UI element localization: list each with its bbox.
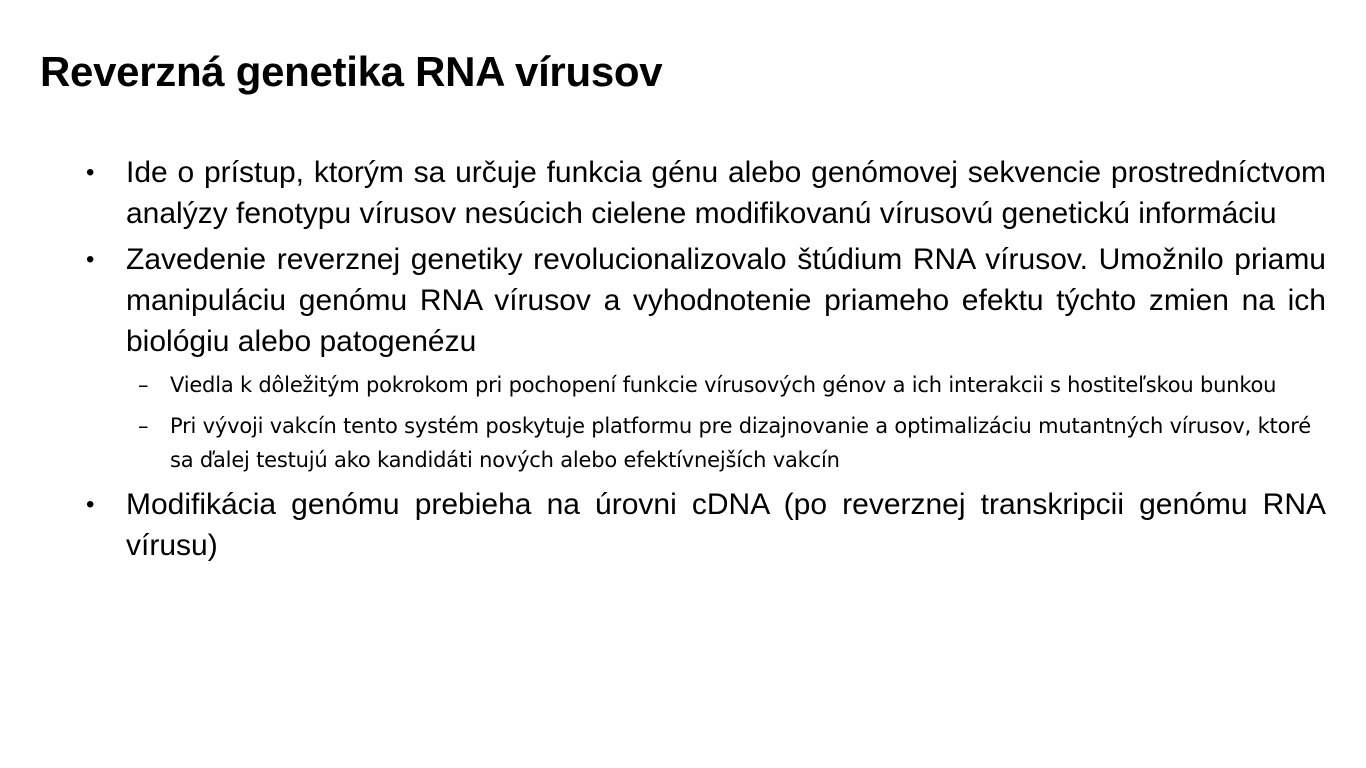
slide-title: Reverzná genetika RNA vírusov <box>40 48 663 95</box>
slide-content <box>86 152 1326 571</box>
bullet-text: Ide o prístup, ktorým sa určuje funkcia génu alebo genómovej sekvencie prostredníctvom analýzy fenotypu vírusov nesúcich cielene modifikovanú vírusovú genetickú informáciu <box>126 156 1326 230</box>
bullet-marker: • <box>86 246 95 273</box>
bullet-text: Modifikácia genómu prebieha na úrovni cDNA (po reverznej transkripcii genómu RNA vírusu) <box>126 488 1326 562</box>
bullet-marker: • <box>86 159 95 186</box>
bullet-item <box>86 239 1326 362</box>
sub-bullet-text: Pri vývoji vakcín tento systém poskytuje platformu pre dizajnovanie a optimalizáciu mutantných vírusov, ktoré sa ďalej testujú ako kandidáti nových alebo efektívnejších vakcín <box>170 414 1311 472</box>
bullet-item <box>86 152 1326 234</box>
sub-bullet-marker: – <box>138 373 149 397</box>
bullet-marker: • <box>86 491 95 518</box>
sub-bullet-list <box>86 368 1326 477</box>
sub-bullet-item <box>86 368 1326 402</box>
bullet-text: Zavedenie reverznej genetiky revolucionalizovalo štúdium RNA vírusov. Umožnilo priamu manipuláciu genómu RNA vírusov a vyhodnotenie priameho efektu týchto zmien na ich biológiu alebo patogenézu <box>126 243 1326 358</box>
bullet-item <box>86 484 1326 566</box>
sub-bullet-item <box>86 409 1326 477</box>
sub-bullet-marker: – <box>138 414 149 438</box>
sub-bullet-text: Viedla k dôležitým pokrokom pri pochopení funkcie vírusových génov a ich interakcii s hostiteľskou bunkou <box>170 373 1277 397</box>
